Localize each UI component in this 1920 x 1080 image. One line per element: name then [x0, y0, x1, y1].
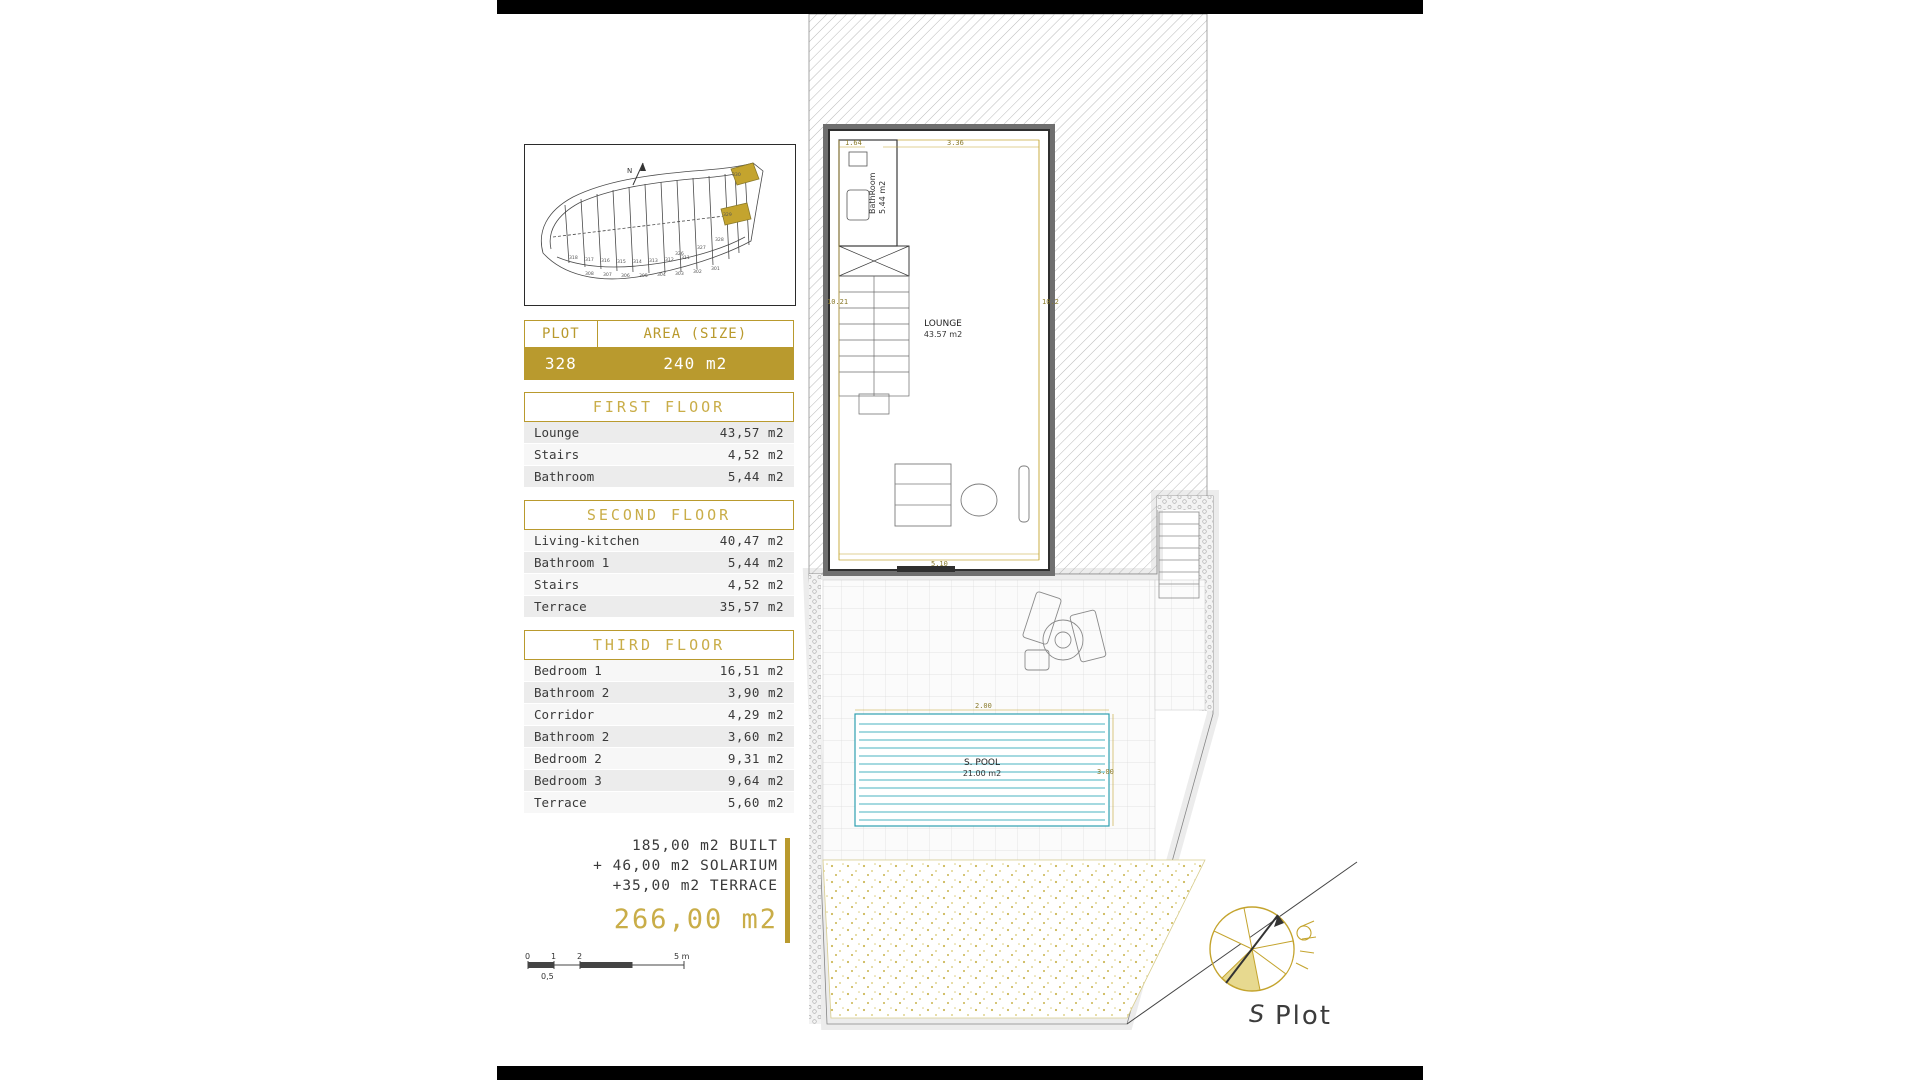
room-area: 4,52 m2	[727, 577, 784, 592]
room-area: 3,60 m2	[727, 729, 784, 744]
plan-dim-pool-length: 2.00	[975, 702, 992, 710]
total-solarium: + 46,00 m2 SOLARIUM	[593, 858, 778, 874]
plan-footer-letter: S	[1249, 1000, 1267, 1028]
table-row	[524, 466, 794, 488]
table-row	[524, 596, 794, 618]
info-panel	[524, 144, 794, 985]
plan-dim-3: 10.21	[827, 298, 849, 306]
room-area: 3,90 m2	[727, 685, 784, 700]
plan-dim-2: 3.36	[947, 139, 964, 147]
site-plan-drawing	[797, 14, 1423, 1066]
plan-room-pool-name: S. POOL	[963, 758, 1001, 768]
svg-text:329: 329	[723, 213, 732, 218]
total-built: 185,00 m2 BUILT	[632, 838, 778, 854]
room-name: Terrace	[534, 795, 587, 810]
svg-text:327: 327	[697, 246, 706, 251]
scale-bar	[524, 951, 794, 985]
total-grand: 266,00 m2	[613, 904, 778, 935]
room-area: 40,47 m2	[719, 533, 784, 548]
room-name: Living-kitchen	[534, 533, 640, 548]
plan-dim-4: 10.2	[1042, 298, 1059, 306]
room-area: 16,51 m2	[719, 663, 784, 678]
room-area: 5,60 m2	[727, 795, 784, 810]
floor-rooms-third	[524, 660, 794, 814]
keymap-north-label: N	[627, 167, 633, 175]
svg-text:305: 305	[639, 274, 648, 279]
table-row	[524, 682, 794, 704]
margin-right	[1423, 0, 1920, 1080]
floor-rooms-first	[524, 422, 794, 488]
table-row	[524, 792, 794, 814]
plot-number-value: 328	[525, 348, 598, 380]
plot-col-label: PLOT	[525, 321, 598, 348]
scale-tick-5m: 5 m	[674, 952, 690, 961]
room-area: 5,44 m2	[727, 555, 784, 570]
totals-rule	[785, 838, 790, 943]
svg-text:326: 326	[675, 252, 684, 257]
plan-room-lounge-area: 43.57 m2	[923, 330, 963, 339]
room-name: Bedroom 2	[534, 751, 602, 766]
table-row	[524, 444, 794, 466]
room-name: Bedroom 3	[534, 773, 602, 788]
table-row	[524, 422, 794, 444]
svg-text:311: 311	[681, 256, 690, 261]
plan-dim-5: 5.10	[931, 560, 948, 568]
room-area: 9,64 m2	[727, 773, 784, 788]
floor-title-third: THIRD FLOOR	[524, 630, 794, 660]
svg-text:306: 306	[621, 274, 630, 279]
svg-text:330: 330	[732, 173, 741, 178]
svg-text:314: 314	[633, 260, 642, 265]
room-name: Terrace	[534, 599, 587, 614]
svg-text:312: 312	[665, 258, 674, 263]
plan-dim-1: 1.64	[845, 139, 862, 147]
table-row	[524, 726, 794, 748]
room-name: Bathroom 2	[534, 685, 610, 700]
svg-text:313: 313	[649, 259, 658, 264]
site-keymap	[524, 144, 796, 306]
plan-dim-pool-width: 3.00	[1097, 768, 1114, 776]
room-name: Lounge	[534, 425, 580, 440]
floor-rooms-second	[524, 530, 794, 618]
room-name: Corridor	[534, 707, 595, 722]
room-name: Bathroom 2	[534, 729, 610, 744]
svg-text:315: 315	[617, 260, 626, 265]
room-area: 4,29 m2	[727, 707, 784, 722]
room-area: 5,44 m2	[727, 469, 784, 484]
total-terrace: +35,00 m2 TERRACE	[612, 878, 778, 894]
totals-block	[524, 836, 794, 935]
svg-text:308: 308	[585, 272, 594, 277]
svg-text:302: 302	[693, 270, 702, 275]
svg-text:303: 303	[675, 272, 684, 277]
plot-area-value: 240 m2	[597, 348, 793, 380]
room-name: Bathroom	[534, 469, 595, 484]
svg-text:307: 307	[603, 273, 612, 278]
svg-text:301: 301	[711, 267, 720, 272]
floor-title-first: FIRST FLOOR	[524, 392, 794, 422]
scale-half-label: 0,5	[541, 972, 554, 981]
table-row	[524, 574, 794, 596]
table-row	[524, 552, 794, 574]
plan-room-lounge-name: LOUNGE	[924, 319, 962, 329]
room-area: 4,52 m2	[727, 447, 784, 462]
room-name: Stairs	[534, 447, 580, 462]
area-col-label: AREA (SIZE)	[597, 321, 793, 348]
room-name: Stairs	[534, 577, 580, 592]
svg-text:318: 318	[569, 256, 578, 261]
room-area: 43,57 m2	[719, 425, 784, 440]
room-area: 35,57 m2	[719, 599, 784, 614]
table-row	[524, 748, 794, 770]
plan-room-bathroom-name: BathRoom	[868, 172, 877, 214]
scale-tick-0: 0	[525, 952, 531, 961]
svg-text:328: 328	[715, 238, 724, 243]
scale-tick-1: 1	[551, 952, 557, 961]
floorplan-sheet	[497, 14, 1423, 1066]
plot-header-table	[524, 320, 794, 380]
plan-room-pool-area: 21.00 m2	[962, 769, 1002, 778]
svg-text:304: 304	[657, 273, 666, 278]
room-area: 9,31 m2	[727, 751, 784, 766]
svg-text:316: 316	[601, 259, 610, 264]
svg-text:317: 317	[585, 258, 594, 263]
table-row	[524, 704, 794, 726]
scale-tick-2: 2	[577, 952, 583, 961]
plan-footer-label: Plot	[1275, 1001, 1333, 1031]
table-row	[524, 660, 794, 682]
room-name: Bathroom 1	[534, 555, 610, 570]
room-name: Bedroom 1	[534, 663, 602, 678]
floor-title-second: SECOND FLOOR	[524, 500, 794, 530]
plan-room-bathroom-area: 5.44 m2	[878, 180, 887, 214]
table-row	[524, 770, 794, 792]
margin-left	[0, 0, 497, 1080]
table-row	[524, 530, 794, 552]
